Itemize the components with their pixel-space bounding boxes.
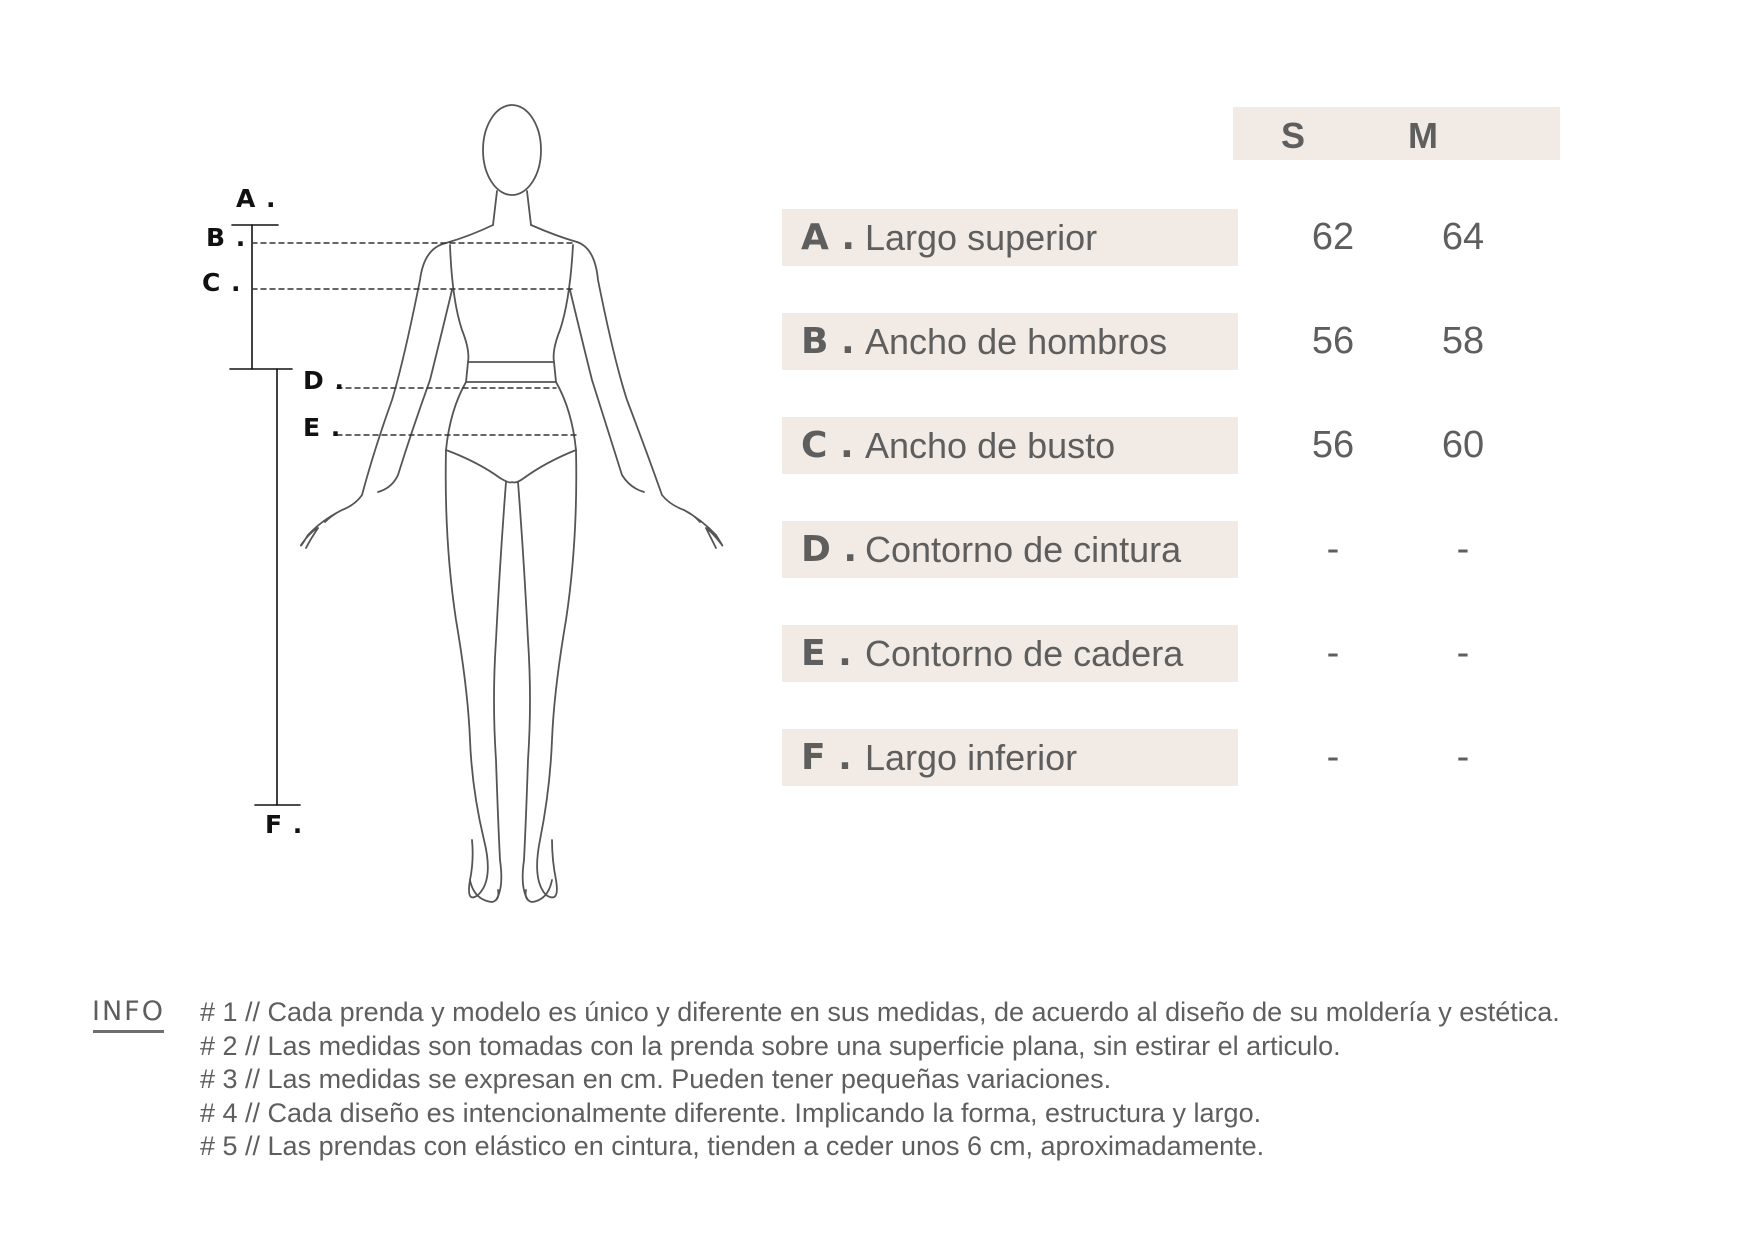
marker-b: B . [206, 223, 247, 252]
row-f-label [782, 729, 1238, 786]
mannequin-neck [493, 191, 531, 225]
row-text: Ancho de hombros [865, 320, 1168, 362]
row-f-m-value: - [1456, 736, 1470, 778]
measurement-dashes [252, 243, 576, 435]
info-note-5: # 5 // Las prendas con elástico en cintura, tienden a ceder unos 6 cm, aproximadamente. [200, 1131, 1265, 1161]
row-letter: F . [801, 737, 852, 778]
row-text: Ancho de busto [865, 424, 1116, 466]
row-d-m-value: - [1456, 528, 1470, 570]
mannequin-waistband [466, 362, 556, 382]
row-c-m-value: 60 [1441, 424, 1485, 466]
row-letter: D . [801, 529, 858, 570]
row-text: Largo superior [865, 216, 1098, 258]
mannequin-hips [446, 382, 576, 450]
marker-c: C . [202, 268, 242, 297]
row-e-m-value: - [1456, 632, 1470, 674]
row-e-s-value: - [1326, 632, 1340, 674]
row-letter: C . [801, 425, 854, 466]
row-letter: B . [801, 321, 855, 362]
row-e-label [782, 625, 1238, 682]
row-letter: A . [801, 217, 856, 258]
row-a-m-value: 64 [1441, 216, 1485, 258]
row-c-label [782, 417, 1238, 474]
marker-e: E . [303, 413, 342, 442]
info-title: INFO [92, 996, 165, 1027]
measurement-guides [230, 225, 300, 805]
marker-d: D . [303, 366, 345, 395]
row-text: Contorno de cadera [865, 632, 1184, 674]
info-underline [93, 1030, 164, 1033]
row-f-s-value: - [1326, 736, 1340, 778]
size-s-header: S [1280, 115, 1305, 156]
mannequin-left-leg [446, 450, 488, 897]
info-note-4: # 4 // Cada diseño es intencionalmente diferente. Implicando la forma, estructura y largo. [200, 1097, 1262, 1128]
mannequin-torso [450, 245, 573, 362]
row-b-label [782, 313, 1238, 370]
info-note-3: # 3 // Las medidas se expresan en cm. Pueden tener pequeñas variaciones. [200, 1064, 1112, 1094]
mannequin-inner-legs [494, 482, 530, 900]
row-d-s-value: - [1326, 528, 1340, 570]
row-b-m-value: 58 [1441, 320, 1485, 362]
marker-a: A . [236, 184, 277, 213]
row-b-s-value: 56 [1311, 320, 1355, 362]
size-m-header: M [1408, 115, 1438, 156]
mannequin-shoulders [446, 225, 577, 243]
mannequin-briefs [446, 450, 576, 483]
info-note-2: # 2 // Las medidas son tomadas con la prenda sobre una superficie plana, sin estirar el articulo. [200, 1030, 1341, 1061]
mannequin-right-arm [577, 242, 722, 548]
size-header [1233, 107, 1560, 160]
mannequin-outline [0, 0, 760, 940]
row-text: Largo inferior [865, 736, 1078, 778]
row-letter: E . [801, 633, 852, 674]
row-a-label [782, 209, 1238, 266]
row-d-label [782, 521, 1238, 578]
marker-f: F . [265, 810, 304, 839]
row-c-s-value: 56 [1311, 424, 1355, 466]
info-note-1: # 1 // Cada prenda y modelo es único y diferente en sus medidas, de acuerdo al diseño de su moldería y estética. [200, 997, 1560, 1027]
mannequin-head [483, 105, 541, 195]
row-a-s-value: 62 [1311, 216, 1355, 258]
row-text: Contorno de cintura [865, 528, 1182, 570]
mannequin-figure [0, 0, 760, 940]
mannequin-left-arm-inner [378, 290, 452, 492]
info-notes [200, 996, 1560, 1164]
mannequin-right-leg [537, 450, 576, 897]
